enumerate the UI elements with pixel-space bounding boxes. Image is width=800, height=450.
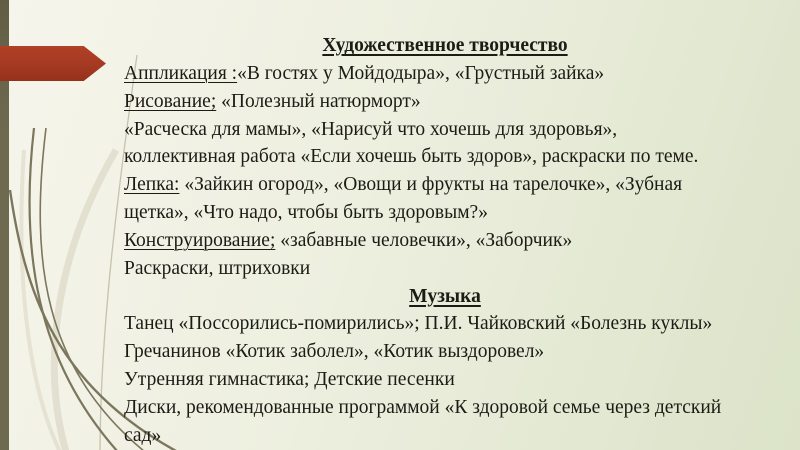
line-text: «В гостях у Мойдодыра», «Грустный зайка» bbox=[237, 62, 605, 84]
text-line bbox=[124, 366, 766, 394]
text-line bbox=[124, 116, 766, 144]
line-text: Художественное творчество bbox=[322, 35, 568, 56]
text-line bbox=[124, 171, 766, 199]
text-line bbox=[124, 283, 766, 311]
red-arrow-shape bbox=[0, 46, 106, 81]
line-text: Раскраски, штриховки bbox=[124, 257, 311, 279]
line-text: Гречанинов «Котик заболел», «Котик выздоровел» bbox=[124, 341, 545, 363]
text-line bbox=[124, 199, 766, 227]
text-line bbox=[124, 32, 766, 60]
line-text: «забавные человечки», «Заборчик» bbox=[275, 229, 573, 251]
text-line bbox=[124, 255, 766, 283]
line-text: коллективная работа «Если хочешь быть здоров», раскраски по теме. bbox=[124, 146, 699, 168]
text-line bbox=[124, 88, 766, 116]
text-line bbox=[124, 338, 766, 366]
text-line bbox=[124, 310, 766, 338]
line-text: сад» bbox=[124, 424, 162, 446]
line-text: Танец «Поссорились-помирились»; П.И. Чайковский «Болезнь куклы» bbox=[124, 313, 713, 335]
line-text: Диски, рекомендованные программой «К здоровой семье через детский bbox=[124, 396, 722, 418]
line-lead-underlined: Конструирование; bbox=[124, 229, 276, 251]
slide-text-block bbox=[124, 32, 766, 450]
line-text: «Зайкин огород», «Овощи и фрукты на тарелочке», «Зубная bbox=[179, 174, 683, 196]
line-lead-underlined: Аппликация : bbox=[124, 62, 238, 84]
text-line bbox=[124, 60, 766, 88]
text-line bbox=[124, 422, 766, 450]
line-lead-underlined: Рисование; bbox=[124, 90, 217, 112]
line-text: «Расческа для мамы», «Нарисуй что хочешь для здоровья», bbox=[124, 118, 618, 140]
text-line bbox=[124, 227, 766, 255]
line-text: Утренняя гимнастика; Детские песенки bbox=[124, 369, 455, 391]
line-text: «Полезный натюрморт» bbox=[216, 90, 421, 112]
line-lead-underlined: Лепка: bbox=[124, 174, 180, 196]
text-line bbox=[124, 143, 766, 171]
line-text: щетка», «Что надо, чтобы быть здоровым?» bbox=[124, 202, 488, 224]
text-line bbox=[124, 394, 766, 422]
line-text: Музыка bbox=[409, 285, 481, 307]
